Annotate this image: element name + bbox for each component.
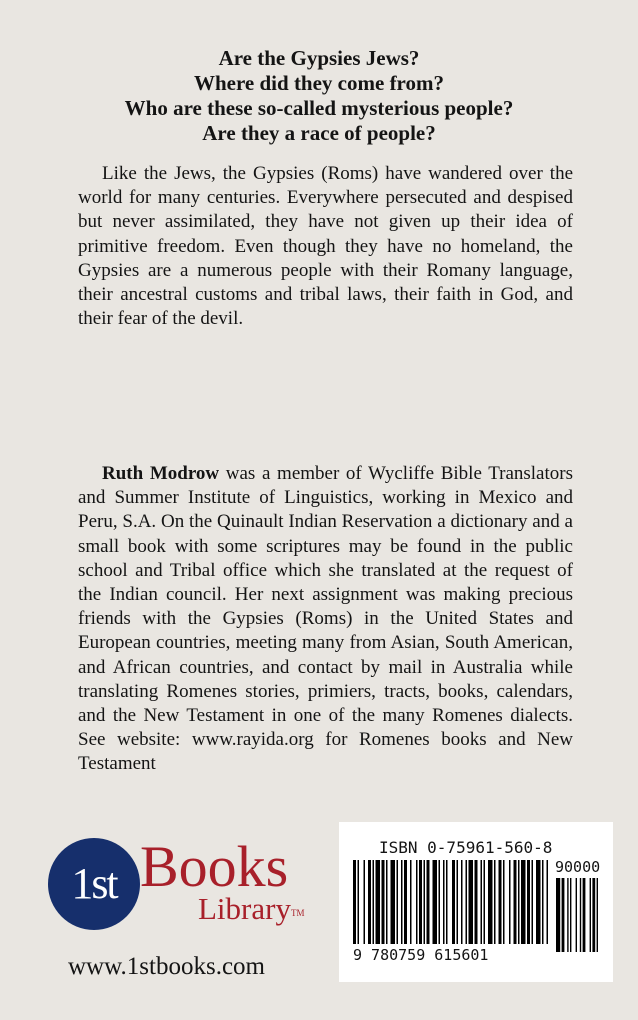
barcode-bar (443, 860, 445, 944)
barcode-bar (424, 860, 426, 944)
addon-bar (562, 878, 565, 952)
cover-questions (60, 46, 578, 146)
barcode-bar (514, 860, 517, 944)
author-bio: was a member of Wycliffe Bible Translators and Summer Institute of Linguistics, working in Mexico and Peru, S.A. On the Quinault Indian Reservation a dictionary and a small book with some scriptures may be found in the public school and Tribal office which she translated at the request of the Indian council. Her next assignment was making precious friends with the Gypsies (Roms) in the United States and European countries, meeting many from Asian, South American, and African countries, and contact by mail in Australia while translating Romenes stories, primiers, tracts, books, calendars, and the New Testament in one of the many Romenes dialects. See website: www.rayida.org for Romenes books and New Testament (78, 463, 573, 775)
barcode-bar (499, 860, 502, 944)
barcode-bar (358, 860, 360, 944)
addon-bar (580, 878, 581, 952)
barcode-bar (386, 860, 388, 944)
barcode-bar (481, 860, 483, 944)
addon-bar (583, 878, 586, 952)
barcode-bar (382, 860, 385, 944)
barcode-bar (527, 860, 530, 944)
addon-bar (576, 878, 577, 952)
addon-bar (597, 878, 598, 952)
trademark-mark: TM (290, 908, 305, 918)
ean-number: 9 780759 615601 (353, 946, 489, 964)
question-1: Are the Gypsies Jews? (218, 46, 420, 70)
barcode-box (339, 822, 613, 982)
barcode-bar (532, 860, 534, 944)
author-bio-paragraph (78, 462, 573, 777)
barcode-bar (446, 860, 448, 944)
question-4: Are they a race of people? (202, 121, 436, 145)
question-3: Who are these so-called mysterious people? (124, 96, 514, 120)
barcode-bar (353, 860, 356, 944)
addon-bar (592, 878, 595, 952)
publisher-website: www.1stbooks.com (68, 953, 265, 980)
barcode-bar (488, 860, 493, 944)
barcode-bar (376, 860, 381, 944)
intro-paragraph: Like the Jews, the Gypsies (Roms) have wandered over the world for many centuries. Everywhere persecuted and despised but never assimilated, they have not given up their idea of primitive freedom. Even though they have no homeland, the Gypsies are a numerous people with their Romany language, their ancestral customs and tribal laws, their faith in God, and their fear of the devil. (78, 163, 573, 330)
barcode-bar (521, 860, 526, 944)
barcode-bar (484, 860, 486, 944)
barcode-bar (503, 860, 505, 944)
barcode-bar (364, 860, 366, 944)
barcode-bar (536, 860, 541, 944)
barcode-bar (427, 860, 430, 944)
barcode-bar (509, 860, 511, 944)
barcode-bar (461, 860, 463, 944)
addon-bar (556, 878, 560, 952)
barcode-bar (401, 860, 403, 944)
addon-bar (567, 878, 568, 952)
barcode-bar (397, 860, 399, 944)
barcode-bar (452, 860, 455, 944)
barcode-bar (475, 860, 478, 944)
barcode-bar (466, 860, 468, 944)
barcode-bar (457, 860, 459, 944)
barcode-bar (433, 860, 438, 944)
question-2: Where did they come from? (193, 71, 444, 95)
barcode-bar (416, 860, 418, 944)
barcode-bar (373, 860, 375, 944)
barcode-bar (494, 860, 496, 944)
logo-library-text: Library (198, 891, 291, 926)
logo-circle: 1st (48, 838, 140, 930)
barcode-bar (439, 860, 441, 944)
logo-books-word: Books (140, 834, 289, 899)
barcode-bar (542, 860, 544, 944)
logo-library-word (198, 889, 304, 929)
barcode-bar (547, 860, 549, 944)
isbn-text: ISBN 0-75961-560-8 (379, 838, 553, 857)
addon-code: 90000 (555, 858, 601, 876)
barcode-bar (391, 860, 396, 944)
barcode-bar (410, 860, 412, 944)
barcode-bar (404, 860, 407, 944)
addon-bar (590, 878, 591, 952)
author-name: Ruth Modrow (102, 463, 220, 484)
barcode-bar (518, 860, 520, 944)
barcode-bar (368, 860, 371, 944)
barcode-bar (419, 860, 422, 944)
barcode-bar (469, 860, 474, 944)
addon-bar (570, 878, 571, 952)
